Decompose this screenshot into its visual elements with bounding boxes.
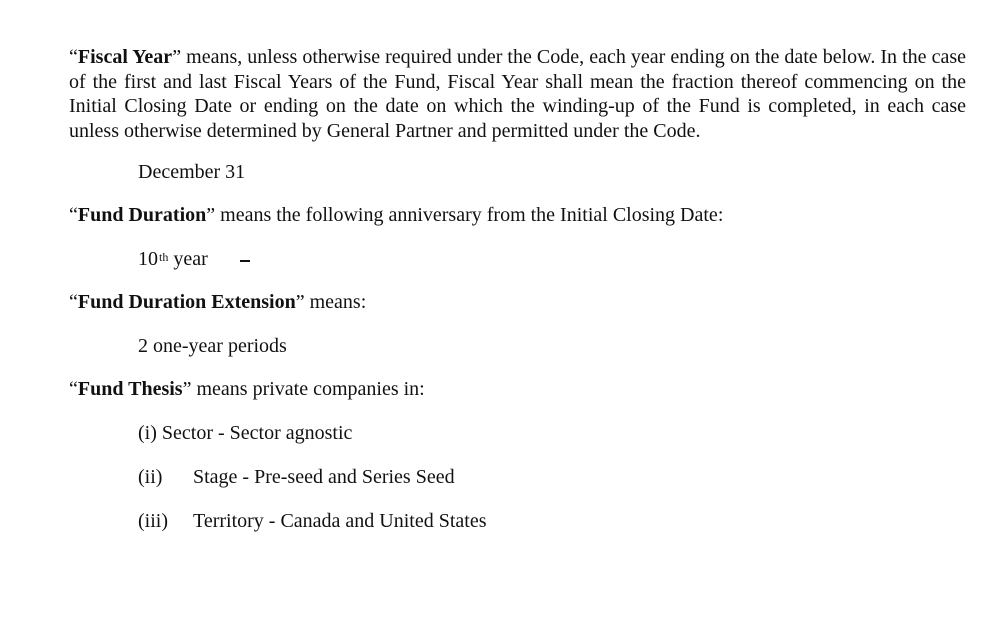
- fiscal-year-value: December 31: [138, 161, 246, 183]
- open-quote: “: [69, 204, 78, 226]
- list-marker: (ii): [138, 466, 163, 488]
- fund-thesis-definition-text: means private companies in:: [191, 378, 425, 400]
- fund-thesis-definition: [69, 377, 966, 401]
- open-quote: “: [69, 46, 78, 68]
- defined-term-fund-thesis: Fund Thesis: [77, 378, 183, 400]
- close-quote: ”: [295, 291, 305, 313]
- list-item-text: Sector - Sector agnostic: [161, 422, 353, 444]
- fund-thesis-item-2: [138, 465, 966, 489]
- open-quote: “: [69, 378, 78, 400]
- list-item-text: Stage - Pre-seed and Series Seed: [193, 466, 455, 488]
- document-page: [69, 45, 966, 533]
- fiscal-year-definition: [69, 45, 966, 143]
- fund-duration-definition-text: means the following anniversary from the Initial Closing Date:: [215, 204, 724, 226]
- defined-term-fund-duration: Fund Duration: [77, 204, 207, 226]
- fund-thesis-item-3: [138, 509, 966, 533]
- fund-duration-definition: [69, 203, 966, 227]
- fund-duration-extension-value: 2 one-year periods: [138, 335, 287, 357]
- fund-duration-value: [138, 247, 966, 271]
- defined-term-fiscal-year: Fiscal Year: [77, 46, 173, 68]
- fund-thesis-item-1: [138, 421, 966, 445]
- fund-duration-extension-definition: [69, 290, 966, 314]
- list-marker: (iii): [138, 510, 168, 532]
- fund-duration-unit: year: [168, 248, 208, 270]
- close-quote: ”: [172, 46, 182, 68]
- fund-duration-number: 10: [138, 248, 158, 270]
- close-quote: ”: [182, 378, 192, 400]
- ordinal-suffix: th: [159, 250, 169, 264]
- list-marker: (i): [138, 422, 157, 444]
- fund-duration-extension-definition-text: means:: [304, 291, 367, 313]
- dash-mark: [240, 260, 250, 262]
- list-item-text: Territory - Canada and United States: [193, 510, 487, 532]
- fiscal-year-definition-text: means, unless otherwise required under the Code, each year ending on the date below. In the case of the first and last Fiscal Years of the Fund, Fiscal Year shall mean the fraction thereof commencing on the Initial Closing Date or ending on the date on which the winding-up of the Fund is completed, in each case unless otherwise determined by General Partner and permitted under the Code.: [69, 46, 966, 142]
- close-quote: ”: [206, 204, 216, 226]
- open-quote: “: [69, 291, 78, 313]
- defined-term-fund-duration-extension: Fund Duration Extension: [77, 291, 296, 313]
